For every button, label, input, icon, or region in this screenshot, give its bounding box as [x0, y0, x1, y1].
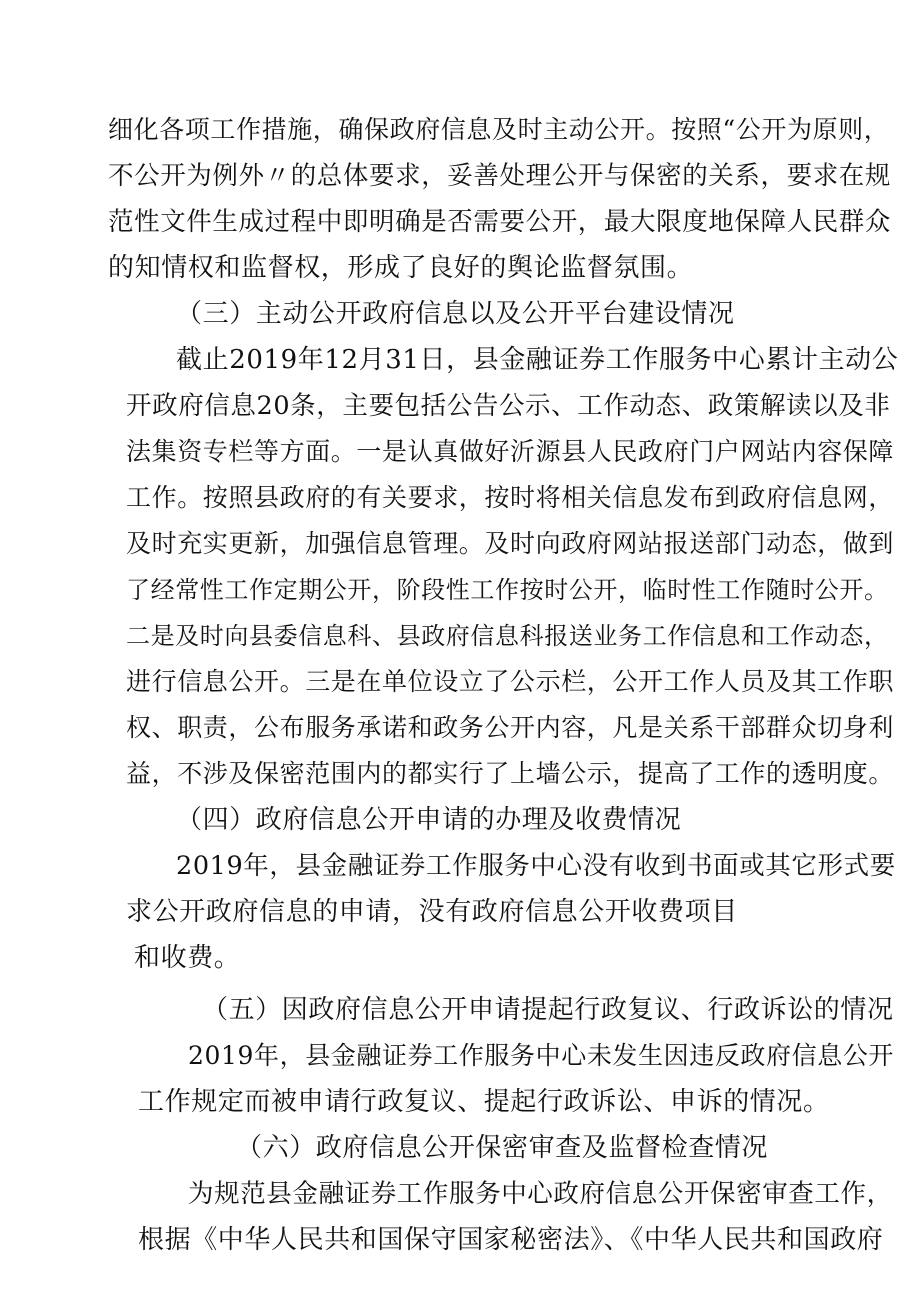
body-text-line: 和收费。 — [134, 943, 241, 973]
body-text-line: 开政府信息20条，主要包括公告公示、工作动态、政策解读以及非 — [126, 391, 891, 421]
body-text-line: 权、职责，公布服务承诺和政务公开内容，凡是关系干部群众切身利 — [126, 713, 895, 742]
section-heading: （六）政府信息公开保密审查及监督检查情况 — [236, 1133, 769, 1163]
body-text-line: 的知情权和监督权，形成了良好的舆论监督氛围。 — [108, 253, 694, 283]
body-text-line: 工作规定而被申请行政复议、提起行政诉讼、申诉的情况。 — [138, 1087, 830, 1117]
section-heading: （四）政府信息公开申请的办理及收费情况 — [176, 805, 682, 835]
section-heading: （三）主动公开政府信息以及公开平台建设情况 — [176, 299, 735, 329]
body-text-line: 了经常性工作定期公开，阶段性工作按时公开，临时性工作随时公开。 — [126, 576, 889, 604]
body-text-line: 范性文件生成过程中即明确是否需要公开，最大限度地保障人民群众 — [108, 207, 892, 237]
body-text-line: 为规范县金融证券工作服务中心政府信息公开保密审查工作， — [188, 1179, 893, 1209]
body-text-line: 二是及时向县委信息科、县政府信息科报送业务工作信息和工作动态， — [126, 622, 889, 650]
body-text-line: 2019年，县金融证券工作服务中心没有收到书面或其它形式要 — [176, 851, 896, 881]
body-text-line: 截止2019年12月31日，县金融证券工作服务中心累计主动公 — [176, 345, 899, 375]
body-text-line: 2019年，县金融证券工作服务中心未发生因违反政府信息公开 — [188, 1041, 895, 1070]
body-text-line: 法集资专栏等方面。一是认真做好沂源县人民政府门户网站内容保障 — [126, 437, 895, 466]
body-text-line: 及时充实更新，加强信息管理。及时向政府网站报送部门动态，做到 — [126, 529, 895, 558]
body-text-line: 根据《中华人民共和国保守国家秘密法》、《中华人民共和国政府 — [138, 1225, 884, 1255]
body-text-line: 求公开政府信息的申请，没有政府信息公开收费项目 — [126, 897, 738, 927]
section-heading: （五）因政府信息公开申请提起行政复议、行政诉讼的情况 — [202, 995, 894, 1025]
body-text-line: 工作。按照县政府的有关要求，按时将相关信息发布到政府信息网， — [126, 483, 895, 512]
body-text-line: 进行信息公开。三是在单位设立了公示栏，公开工作人员及其工作职 — [126, 667, 895, 696]
body-text-line: 不公开为例外〃的总体要求，妥善处理公开与保密的关系，要求在规 — [108, 161, 892, 191]
body-text-line: 细化各项工作措施，确保政府信息及时主动公开。按照“公开为原则， — [108, 115, 890, 144]
body-text-line: 益，不涉及保密范围内的都实行了上墙公示，提高了工作的透明度。 — [126, 759, 895, 788]
